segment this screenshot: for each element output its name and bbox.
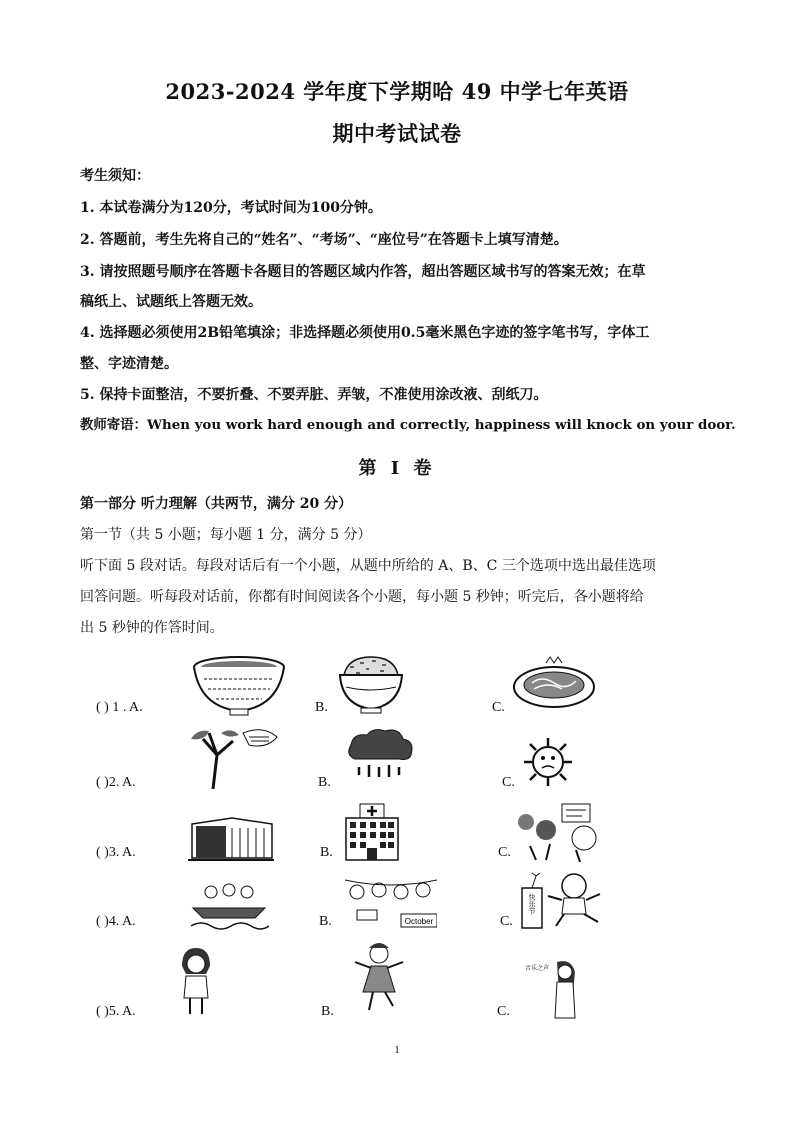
windy-tree-image xyxy=(183,725,283,791)
question-3-option-c: C. xyxy=(498,845,511,860)
notice-item-2: 2. 答题前，考生先将自己的“姓名”、“考场”、“座位号”在答题卡上填写清楚。 xyxy=(80,232,568,248)
instruction-line-2: 回答问题。听每段对话前，你都有时间阅读各个小题，每小题 5 秒钟；听完后，各小题将给 xyxy=(80,589,644,605)
question-1-label: ( ) 1 . A. xyxy=(96,700,143,715)
question-2-option-b: B. xyxy=(318,775,331,790)
question-2-option-c: C. xyxy=(502,775,515,790)
question-4-option-c: C. xyxy=(500,914,513,929)
notice-item-5: 5. 保持卡面整洁，不要折叠、不要弄脏、弄皱，不准使用涂改液、刮纸刀。 xyxy=(80,387,548,403)
rice-bowl-image xyxy=(336,653,406,715)
instruction-line-3: 出 5 秒钟的作答时间。 xyxy=(80,620,224,636)
girl-singing-image xyxy=(525,958,585,1020)
festival-sign-text: 快乐节 xyxy=(528,893,536,915)
notice-item-4-cont: 整、字迹清楚。 xyxy=(80,356,178,372)
question-1-option-c: C. xyxy=(492,700,505,715)
question-5-option-c: C. xyxy=(497,1004,510,1019)
hospital-image xyxy=(342,802,402,862)
girl-standing-image xyxy=(178,946,214,1016)
porridge-bowl-image xyxy=(192,655,287,717)
notice-item-3-cont: 稿纸上、试题纸上答题无效。 xyxy=(80,294,262,310)
october-party-image xyxy=(345,876,437,930)
section-title: 第 I 卷 xyxy=(358,458,436,479)
question-4-label: ( )4. A. xyxy=(96,914,136,929)
october-sign-text: October xyxy=(404,917,434,926)
firecracker-festival-image xyxy=(520,870,610,930)
instruction-line-1: 听下面 5 段对话。每段对话后有一个小题，从题中所给的 A、B、C 三个选项中选出最佳选项 xyxy=(80,558,656,574)
rainy-cloud-image xyxy=(345,727,417,785)
sun-image xyxy=(518,734,578,790)
park-scene-image xyxy=(516,800,606,862)
building-image xyxy=(188,812,274,862)
question-3-option-b: B. xyxy=(320,845,333,860)
exam-title-line1: 2023-2024 学年度下学期哈 49 中学七年英语 xyxy=(165,79,629,104)
notice-item-1: 1. 本试卷满分为120分，考试时间为100分钟。 xyxy=(80,200,382,216)
question-3-label: ( )3. A. xyxy=(96,845,136,860)
notice-item-4: 4. 选择题必须使用2B铅笔填涂；非选择题必须使用0.5毫米黑色字迹的签字笔书写，字体工 xyxy=(80,325,650,341)
notice-item-3: 3. 请按照题号顺序在答题卡各题目的答题区域内作答，超出答题区域书写的答案无效；在草 xyxy=(80,264,646,280)
subsection-title: 第一节（共 5 小题；每小题 1 分，满分 5 分） xyxy=(80,527,372,543)
exam-title-line2: 期中考试试卷 xyxy=(332,121,462,146)
question-5-label: ( )5. A. xyxy=(96,1004,136,1019)
girl-dancing-image xyxy=(351,940,407,1012)
music-caption-text: 音乐之声 xyxy=(525,965,550,972)
notice-heading: 考生须知： xyxy=(80,168,150,184)
question-5-option-b: B. xyxy=(321,1004,334,1019)
question-1-option-b: B. xyxy=(315,700,328,715)
page-number: 1 xyxy=(394,1044,400,1056)
part-title: 第一部分 听力理解（共两节，满分 20 分） xyxy=(80,496,353,512)
noodle-plate-image xyxy=(512,655,596,711)
question-4-option-b: B. xyxy=(319,914,332,929)
teacher-message: 教师寄语：When you work hard enough and correctly, happiness will knock on your door. xyxy=(80,417,736,433)
question-2-label: ( )2. A. xyxy=(96,775,136,790)
dragon-boat-image xyxy=(189,878,269,934)
